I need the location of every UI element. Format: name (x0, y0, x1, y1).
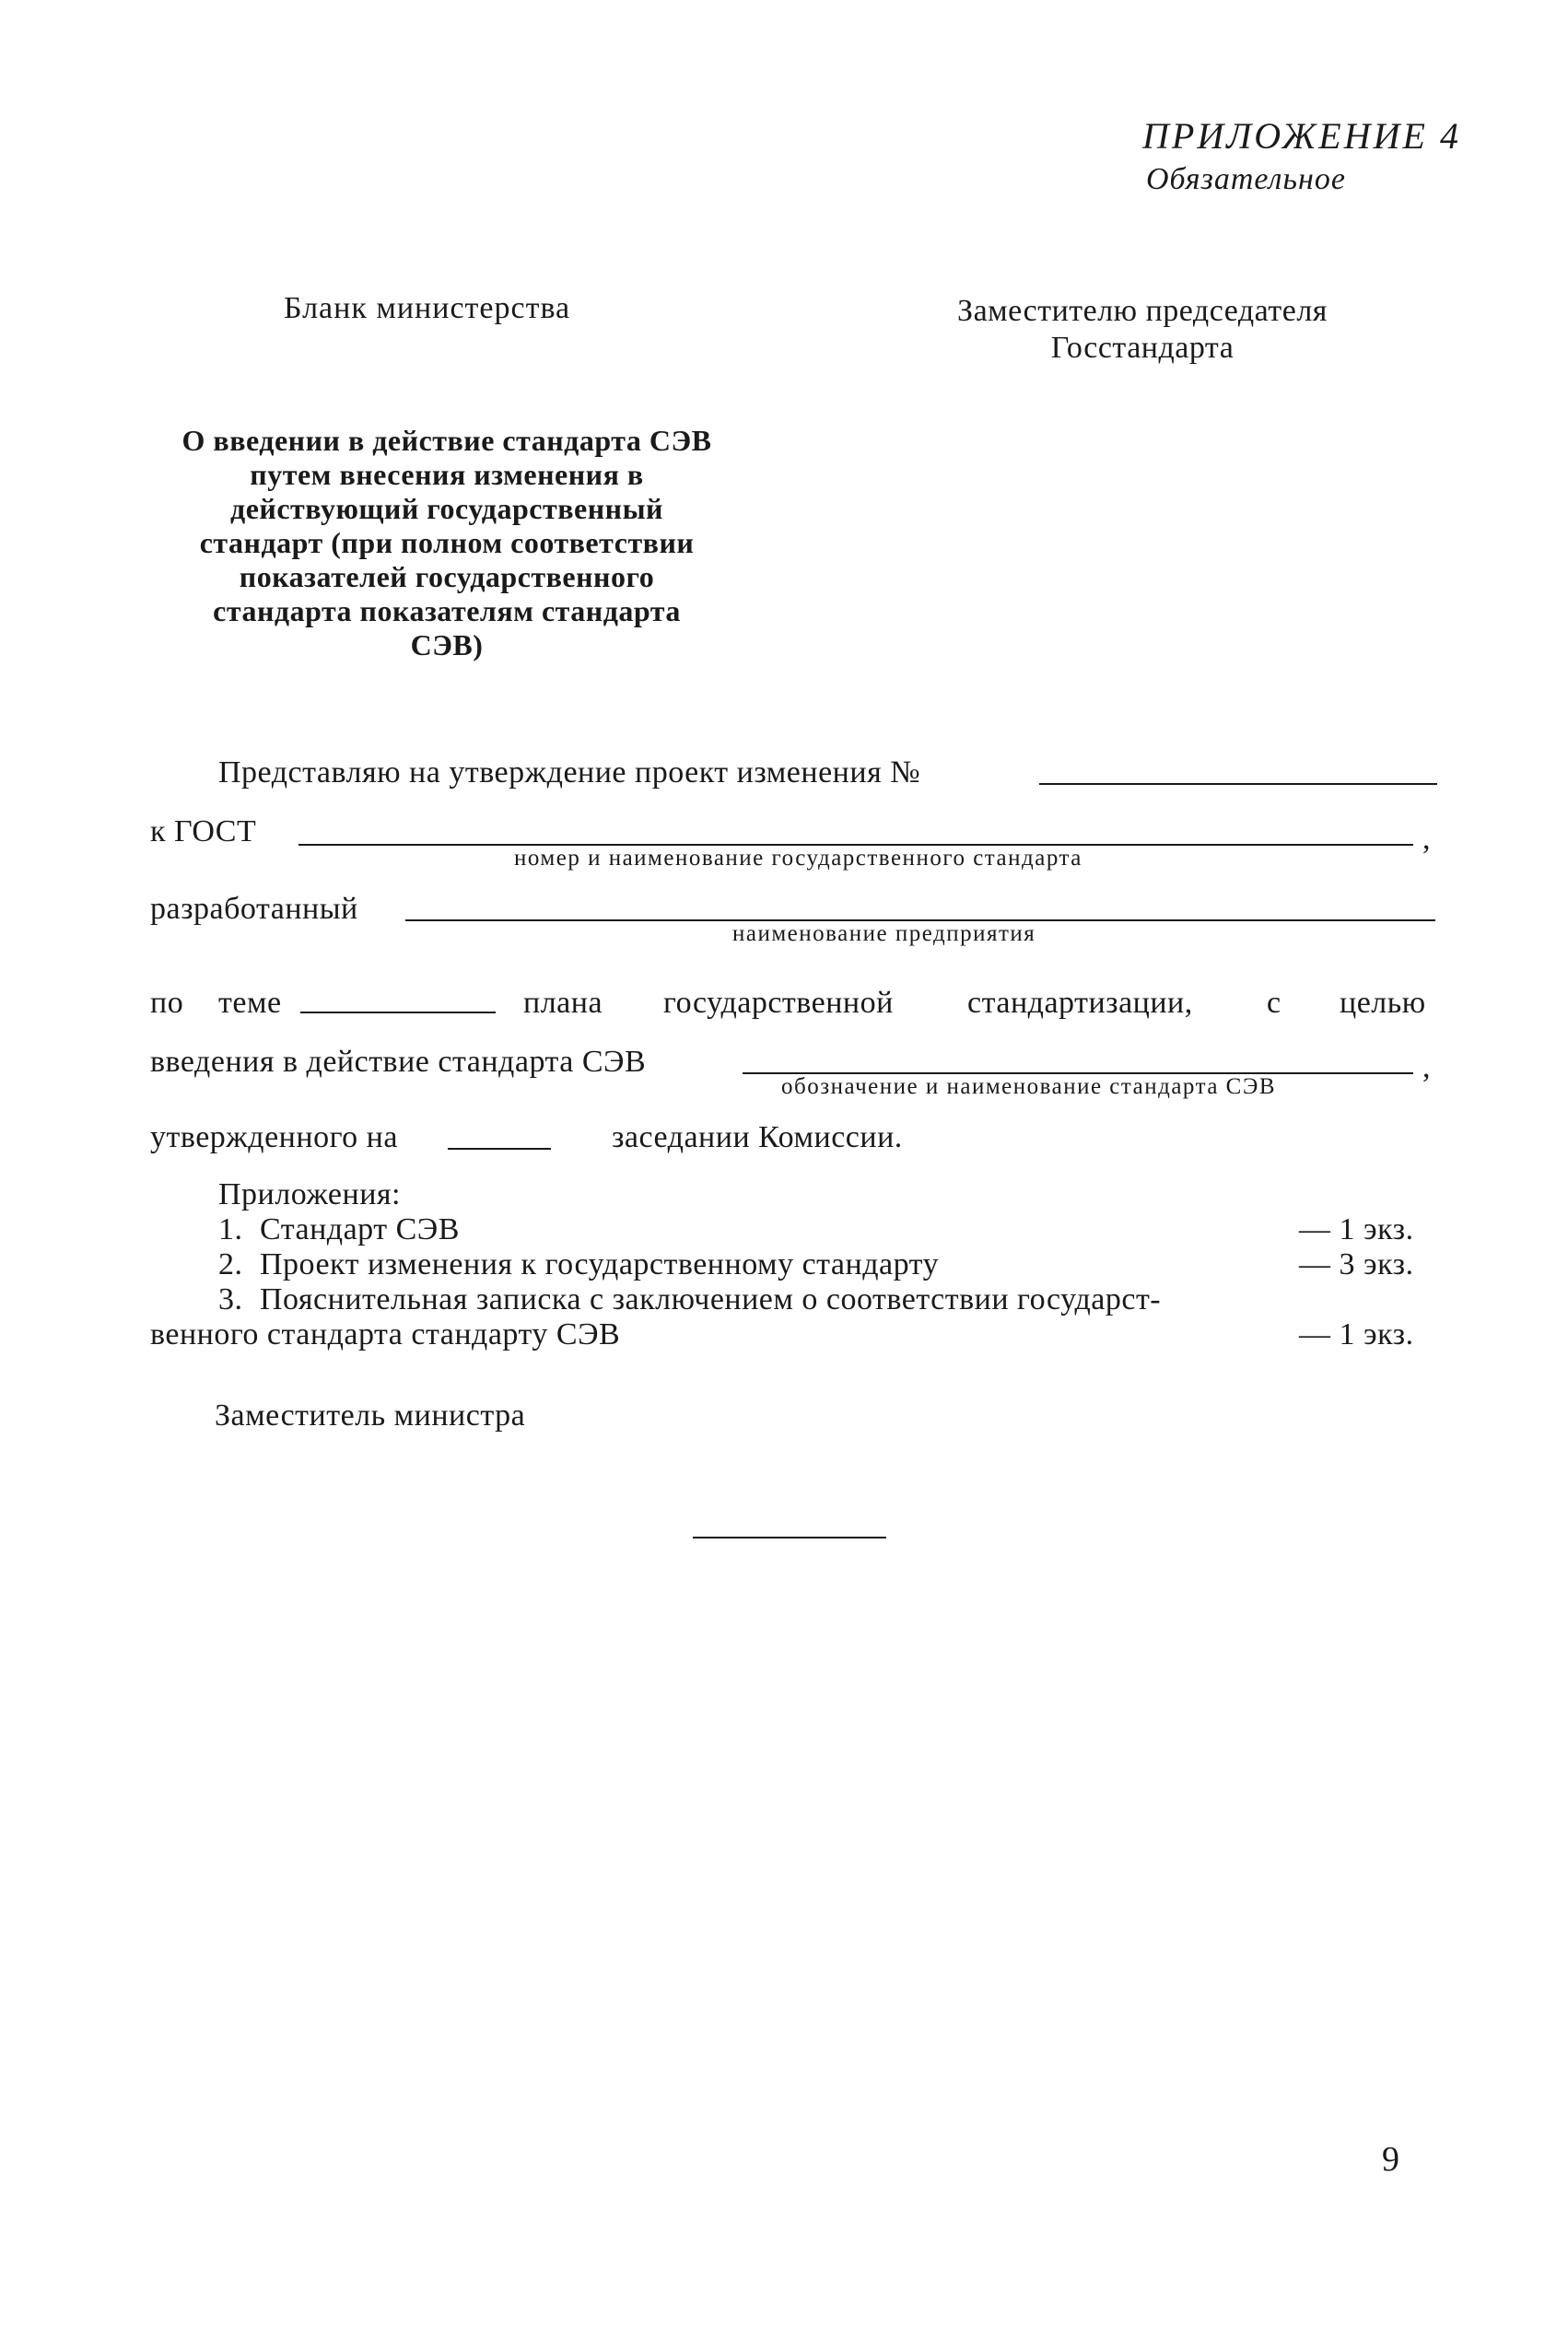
attachment-number: 1. (218, 1212, 243, 1246)
body-line-1: Представляю на утверждение проект изменения № (218, 755, 921, 790)
attachment-qty: — 1 экз. (1299, 1317, 1414, 1351)
theme-field[interactable] (300, 1012, 496, 1013)
change-number-field[interactable] (1039, 783, 1437, 785)
attachments-heading: Приложения: (218, 1177, 401, 1211)
body-word: государственной (663, 986, 894, 1020)
approved-suffix: заседании Комиссии. (612, 1120, 903, 1154)
attachment-text: Проект изменения к государственному стандарту (260, 1247, 940, 1281)
attachment-text: Стандарт СЭВ (260, 1212, 460, 1246)
attachment-text: Пояснительная записка с заключением о соответствии государст- (260, 1282, 1162, 1316)
addressee (912, 293, 1373, 367)
body-word: стандартизации, (967, 986, 1193, 1020)
subject-line: стандарта показателям стандарта (213, 594, 681, 627)
body-word: целью (1340, 986, 1426, 1020)
addressee-line-1: Заместителю председателя (957, 294, 1328, 328)
body-word: плана (523, 986, 603, 1020)
cmea-standard-field-caption: обозначение и наименование стандарта СЭВ (781, 1074, 1277, 1099)
approved-prefix: утвержденного на (150, 1120, 398, 1154)
cmea-standard-prefix: введения в действие стандарта СЭВ (150, 1045, 647, 1079)
subject-line: путем внесения изменения в (250, 458, 644, 491)
enterprise-field-caption: наименование предприятия (732, 921, 1036, 946)
attachment-number: 3. (218, 1282, 243, 1316)
attachment-qty: — 3 экз. (1299, 1247, 1414, 1281)
subject-line: показателей государственного (239, 560, 655, 593)
attachment-qty: — 1 экз. (1299, 1212, 1414, 1246)
addressee-line-2: Госстандарта (1050, 331, 1235, 365)
gost-field-caption: номер и наименование государственного стандарта (514, 846, 1082, 871)
closing-divider (693, 1537, 886, 1538)
subject-line: О введении в действие стандарта СЭВ (181, 424, 712, 457)
subject-line: СЭВ) (410, 628, 484, 661)
attachment-number: 2. (218, 1247, 243, 1281)
body-word: с (1267, 986, 1281, 1020)
appendix-status: Обязательное (1146, 162, 1346, 196)
comma: , (1422, 1050, 1431, 1084)
developer-prefix: разработанный (150, 892, 358, 926)
page-number: 9 (1382, 2140, 1399, 2179)
body-word: теме (218, 986, 282, 1020)
gost-prefix: к ГОСТ (150, 814, 257, 848)
comma: , (1422, 822, 1431, 856)
ministry-blank-label: Бланк министерства (284, 291, 571, 325)
attachment-text-continuation: венного стандарта стандарту СЭВ (150, 1317, 621, 1351)
subject-line: действующий государственный (230, 492, 663, 525)
body-word: по (150, 986, 184, 1020)
subject-heading (143, 424, 751, 662)
signature-label: Заместитель министра (215, 1398, 526, 1433)
subject-line: стандарт (при полном соответствии (199, 526, 695, 559)
session-field[interactable] (448, 1148, 551, 1150)
appendix-title: ПРИЛОЖЕНИЕ 4 (1142, 115, 1461, 157)
